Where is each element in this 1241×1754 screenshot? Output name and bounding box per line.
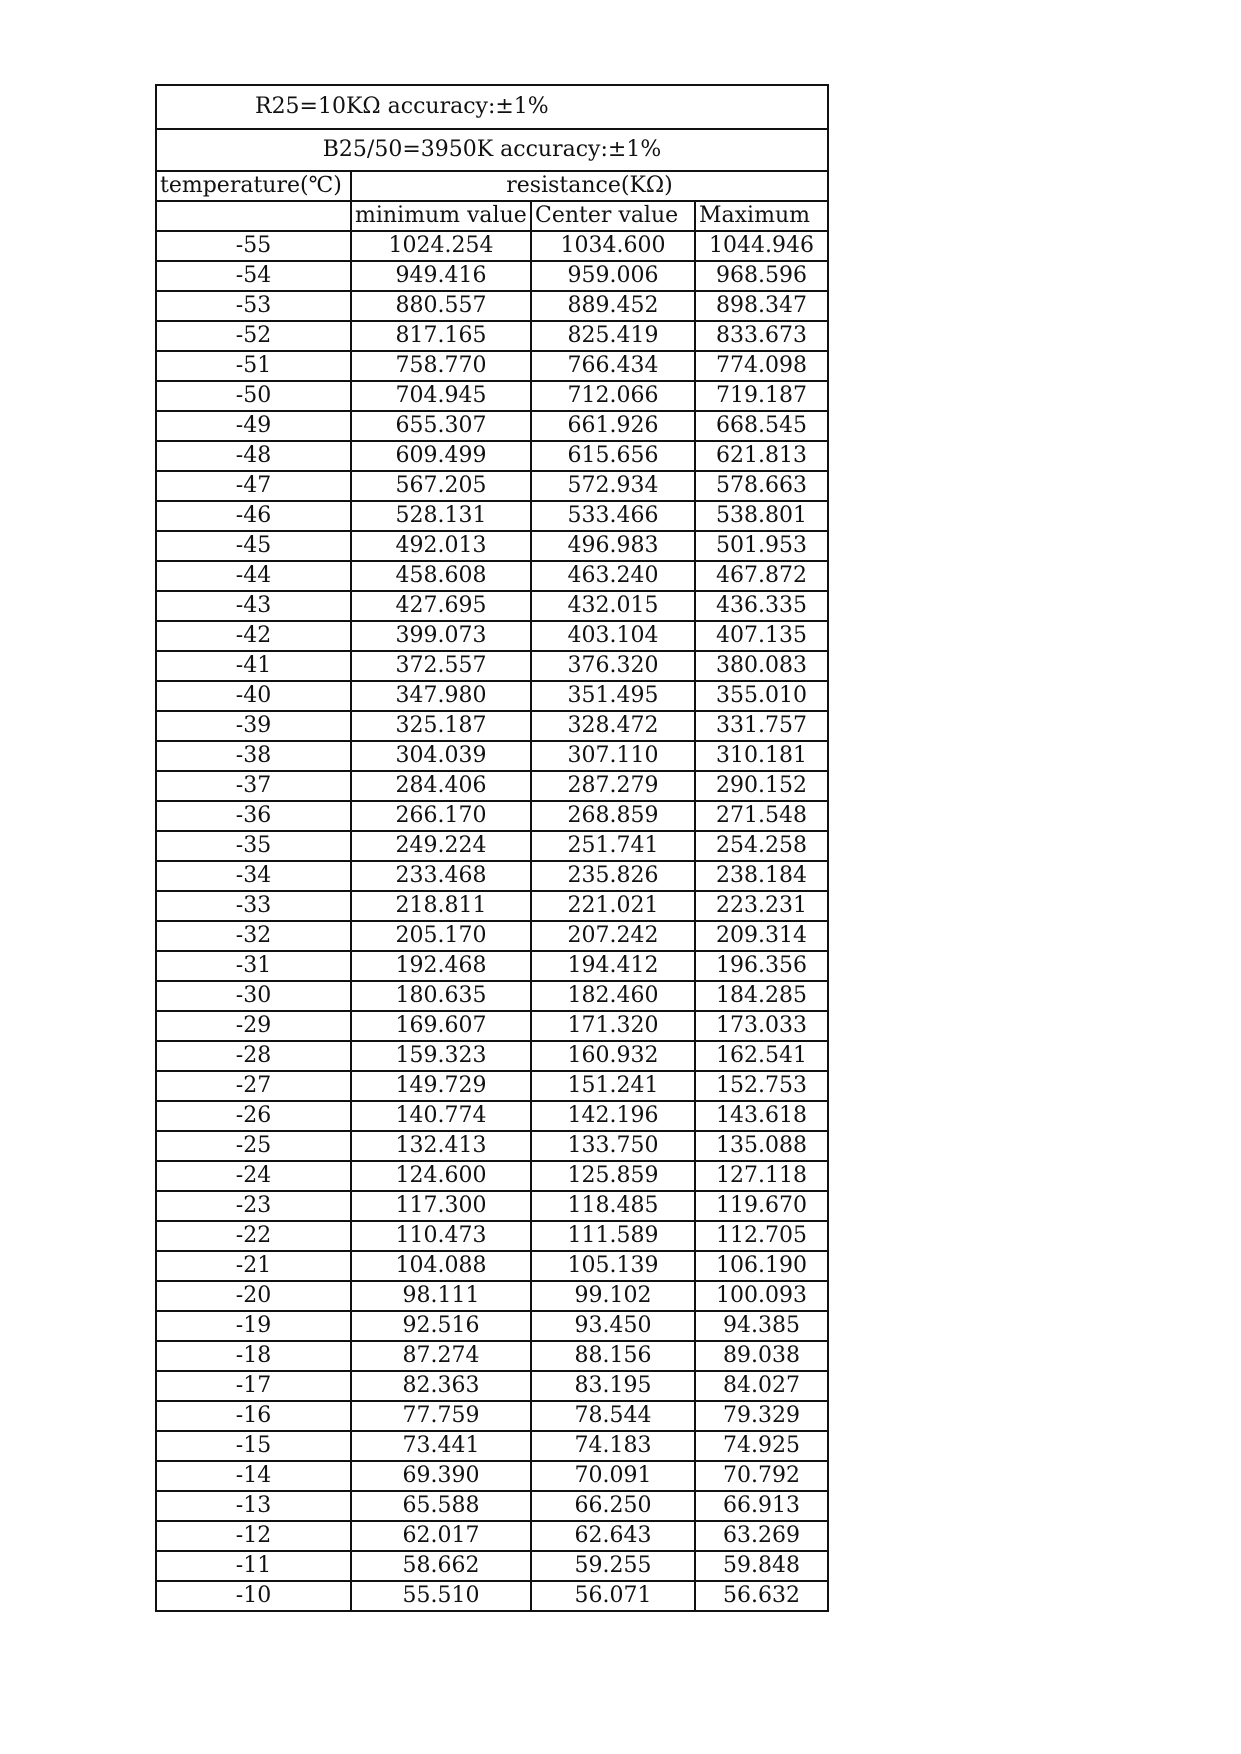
minimum-value-cell: 132.413 [351, 1131, 531, 1161]
table-row [156, 1281, 828, 1311]
temperature-cell: -24 [156, 1161, 351, 1191]
center-value-cell: 1034.600 [531, 231, 695, 261]
table-row [156, 1191, 828, 1221]
maximum-cell: 63.269 [695, 1521, 828, 1551]
maximum-cell: 94.385 [695, 1311, 828, 1341]
maximum-cell: 271.548 [695, 801, 828, 831]
temperature-cell: -25 [156, 1131, 351, 1161]
minimum-value-cell: 609.499 [351, 441, 531, 471]
center-value-cell: 825.419 [531, 321, 695, 351]
minimum-value-cell: 55.510 [351, 1581, 531, 1611]
table-row [156, 591, 828, 621]
maximum-cell: 143.618 [695, 1101, 828, 1131]
minimum-value-cell: 110.473 [351, 1221, 531, 1251]
table-row [156, 1251, 828, 1281]
table-row [156, 1131, 828, 1161]
maximum-cell: 968.596 [695, 261, 828, 291]
maximum-cell: 196.356 [695, 951, 828, 981]
center-value-cell: 59.255 [531, 1551, 695, 1581]
center-value-cell: 182.460 [531, 981, 695, 1011]
maximum-cell: 84.027 [695, 1371, 828, 1401]
minimum-value-cell: 233.468 [351, 861, 531, 891]
maximum-cell: 173.033 [695, 1011, 828, 1041]
center-value-cell: 105.139 [531, 1251, 695, 1281]
spec-row-r25 [156, 85, 828, 129]
temperature-cell: -35 [156, 831, 351, 861]
temperature-cell: -28 [156, 1041, 351, 1071]
minimum-value-cell: 58.662 [351, 1551, 531, 1581]
table-row [156, 1401, 828, 1431]
r25-spec: R25=10KΩ accuracy:±1% [156, 85, 828, 129]
minimum-value-cell: 62.017 [351, 1521, 531, 1551]
temperature-cell: -34 [156, 861, 351, 891]
minimum-value-cell: 117.300 [351, 1191, 531, 1221]
table-row [156, 891, 828, 921]
table-row [156, 1551, 828, 1581]
maximum-cell: 100.093 [695, 1281, 828, 1311]
table-row [156, 831, 828, 861]
temperature-cell: -48 [156, 441, 351, 471]
table-row [156, 1521, 828, 1551]
temperature-cell: -10 [156, 1581, 351, 1611]
maximum-cell: 79.329 [695, 1401, 828, 1431]
table-row [156, 1581, 828, 1611]
temperature-cell: -43 [156, 591, 351, 621]
table-row [156, 921, 828, 951]
table-row [156, 1161, 828, 1191]
temperature-cell: -37 [156, 771, 351, 801]
minimum-value-cell: 82.363 [351, 1371, 531, 1401]
center-value-cell: 307.110 [531, 741, 695, 771]
maximum-cell: 501.953 [695, 531, 828, 561]
maximum-cell: 59.848 [695, 1551, 828, 1581]
table-row [156, 981, 828, 1011]
table-row [156, 411, 828, 441]
maximum-cell: 152.753 [695, 1071, 828, 1101]
center-value-cell: 959.006 [531, 261, 695, 291]
minimum-value-cell: 180.635 [351, 981, 531, 1011]
maximum-cell: 74.925 [695, 1431, 828, 1461]
minimum-value-cell: 249.224 [351, 831, 531, 861]
center-value-cell: 142.196 [531, 1101, 695, 1131]
maximum-cell: 254.258 [695, 831, 828, 861]
center-value-cell: 74.183 [531, 1431, 695, 1461]
maximum-cell: 719.187 [695, 381, 828, 411]
temperature-cell: -16 [156, 1401, 351, 1431]
temperature-cell: -39 [156, 711, 351, 741]
minimum-value-cell: 704.945 [351, 381, 531, 411]
table-row [156, 1431, 828, 1461]
center-value-cell: 463.240 [531, 561, 695, 591]
temperature-cell: -38 [156, 741, 351, 771]
table-row [156, 321, 828, 351]
minimum-value-cell: 77.759 [351, 1401, 531, 1431]
temperature-cell: -55 [156, 231, 351, 261]
center-value-cell: 351.495 [531, 681, 695, 711]
table-row [156, 951, 828, 981]
minimum-value-cell: 192.468 [351, 951, 531, 981]
center-value-cell: 376.320 [531, 651, 695, 681]
temperature-cell: -12 [156, 1521, 351, 1551]
table-row [156, 381, 828, 411]
center-value-cell: 268.859 [531, 801, 695, 831]
minimum-value-header: minimum value [351, 201, 531, 231]
center-value-cell: 151.241 [531, 1071, 695, 1101]
table-row [156, 1311, 828, 1341]
center-value-cell: 78.544 [531, 1401, 695, 1431]
maximum-cell: 162.541 [695, 1041, 828, 1071]
minimum-value-cell: 140.774 [351, 1101, 531, 1131]
b-value-spec: B25/50=3950K accuracy:±1% [156, 129, 828, 171]
temperature-cell: -50 [156, 381, 351, 411]
center-value-cell: 328.472 [531, 711, 695, 741]
maximum-cell: 119.670 [695, 1191, 828, 1221]
minimum-value-cell: 817.165 [351, 321, 531, 351]
table-row [156, 1071, 828, 1101]
table-row [156, 1341, 828, 1371]
maximum-cell: 668.545 [695, 411, 828, 441]
maximum-cell: 380.083 [695, 651, 828, 681]
maximum-cell: 89.038 [695, 1341, 828, 1371]
center-value-cell: 118.485 [531, 1191, 695, 1221]
minimum-value-cell: 399.073 [351, 621, 531, 651]
temperature-cell: -31 [156, 951, 351, 981]
table-row [156, 471, 828, 501]
temperature-header: temperature(℃) [156, 171, 351, 201]
temperature-cell: -29 [156, 1011, 351, 1041]
table-row [156, 861, 828, 891]
maximum-cell: 184.285 [695, 981, 828, 1011]
temperature-cell: -20 [156, 1281, 351, 1311]
maximum-cell: 310.181 [695, 741, 828, 771]
maximum-cell: 66.913 [695, 1491, 828, 1521]
center-value-header: Center value [531, 201, 695, 231]
table-row [156, 711, 828, 741]
minimum-value-cell: 492.013 [351, 531, 531, 561]
minimum-value-cell: 758.770 [351, 351, 531, 381]
minimum-value-cell: 372.557 [351, 651, 531, 681]
minimum-value-cell: 124.600 [351, 1161, 531, 1191]
maximum-cell: 209.314 [695, 921, 828, 951]
maximum-cell: 127.118 [695, 1161, 828, 1191]
center-value-cell: 111.589 [531, 1221, 695, 1251]
center-value-cell: 766.434 [531, 351, 695, 381]
maximum-cell: 355.010 [695, 681, 828, 711]
center-value-cell: 533.466 [531, 501, 695, 531]
maximum-cell: 898.347 [695, 291, 828, 321]
temperature-cell: -30 [156, 981, 351, 1011]
table-row [156, 681, 828, 711]
center-value-cell: 88.156 [531, 1341, 695, 1371]
minimum-value-cell: 69.390 [351, 1461, 531, 1491]
center-value-cell: 221.021 [531, 891, 695, 921]
maximum-cell: 621.813 [695, 441, 828, 471]
maximum-cell: 833.673 [695, 321, 828, 351]
table-row [156, 1371, 828, 1401]
minimum-value-cell: 880.557 [351, 291, 531, 321]
temperature-cell: -21 [156, 1251, 351, 1281]
center-value-cell: 70.091 [531, 1461, 695, 1491]
center-value-cell: 99.102 [531, 1281, 695, 1311]
center-value-cell: 125.859 [531, 1161, 695, 1191]
maximum-cell: 774.098 [695, 351, 828, 381]
resistance-table [155, 84, 829, 1612]
minimum-value-cell: 284.406 [351, 771, 531, 801]
minimum-value-cell: 98.111 [351, 1281, 531, 1311]
header-row [156, 171, 828, 201]
minimum-value-cell: 304.039 [351, 741, 531, 771]
table-row [156, 291, 828, 321]
maximum-cell: 223.231 [695, 891, 828, 921]
temperature-subheader-cell [156, 201, 351, 231]
maximum-cell: 407.135 [695, 621, 828, 651]
center-value-cell: 287.279 [531, 771, 695, 801]
minimum-value-cell: 205.170 [351, 921, 531, 951]
table-row [156, 651, 828, 681]
center-value-cell: 133.750 [531, 1131, 695, 1161]
table-row [156, 1221, 828, 1251]
minimum-value-cell: 325.187 [351, 711, 531, 741]
maximum-cell: 106.190 [695, 1251, 828, 1281]
table-row [156, 1491, 828, 1521]
maximum-cell: 436.335 [695, 591, 828, 621]
temperature-cell: -13 [156, 1491, 351, 1521]
center-value-cell: 712.066 [531, 381, 695, 411]
table-row [156, 621, 828, 651]
minimum-value-cell: 347.980 [351, 681, 531, 711]
temperature-cell: -22 [156, 1221, 351, 1251]
center-value-cell: 615.656 [531, 441, 695, 471]
table-row [156, 801, 828, 831]
temperature-cell: -33 [156, 891, 351, 921]
temperature-cell: -18 [156, 1341, 351, 1371]
minimum-value-cell: 218.811 [351, 891, 531, 921]
temperature-cell: -15 [156, 1431, 351, 1461]
center-value-cell: 572.934 [531, 471, 695, 501]
center-value-cell: 83.195 [531, 1371, 695, 1401]
temperature-cell: -46 [156, 501, 351, 531]
minimum-value-cell: 87.274 [351, 1341, 531, 1371]
minimum-value-cell: 73.441 [351, 1431, 531, 1461]
maximum-cell: 238.184 [695, 861, 828, 891]
temperature-cell: -23 [156, 1191, 351, 1221]
minimum-value-cell: 458.608 [351, 561, 531, 591]
minimum-value-cell: 92.516 [351, 1311, 531, 1341]
temperature-cell: -36 [156, 801, 351, 831]
center-value-cell: 160.932 [531, 1041, 695, 1071]
temperature-cell: -19 [156, 1311, 351, 1341]
temperature-cell: -52 [156, 321, 351, 351]
temperature-cell: -49 [156, 411, 351, 441]
center-value-cell: 496.983 [531, 531, 695, 561]
center-value-cell: 66.250 [531, 1491, 695, 1521]
maximum-cell: 135.088 [695, 1131, 828, 1161]
table-row [156, 771, 828, 801]
maximum-cell: 578.663 [695, 471, 828, 501]
maximum-cell: 70.792 [695, 1461, 828, 1491]
minimum-value-cell: 149.729 [351, 1071, 531, 1101]
table-row [156, 1101, 828, 1131]
table-row [156, 441, 828, 471]
center-value-cell: 251.741 [531, 831, 695, 861]
maximum-cell: 467.872 [695, 561, 828, 591]
maximum-cell: 290.152 [695, 771, 828, 801]
temperature-cell: -51 [156, 351, 351, 381]
table-row [156, 531, 828, 561]
maximum-cell: 1044.946 [695, 231, 828, 261]
minimum-value-cell: 567.205 [351, 471, 531, 501]
table-row [156, 351, 828, 381]
minimum-value-cell: 65.588 [351, 1491, 531, 1521]
maximum-header: Maximum [695, 201, 828, 231]
center-value-cell: 171.320 [531, 1011, 695, 1041]
minimum-value-cell: 169.607 [351, 1011, 531, 1041]
minimum-value-cell: 266.170 [351, 801, 531, 831]
table-row [156, 741, 828, 771]
center-value-cell: 661.926 [531, 411, 695, 441]
temperature-cell: -11 [156, 1551, 351, 1581]
maximum-cell: 331.757 [695, 711, 828, 741]
temperature-cell: -27 [156, 1071, 351, 1101]
temperature-cell: -17 [156, 1371, 351, 1401]
table-row [156, 561, 828, 591]
temperature-cell: -14 [156, 1461, 351, 1491]
minimum-value-cell: 655.307 [351, 411, 531, 441]
minimum-value-cell: 949.416 [351, 261, 531, 291]
minimum-value-cell: 427.695 [351, 591, 531, 621]
table-row [156, 1011, 828, 1041]
temperature-cell: -40 [156, 681, 351, 711]
table-row [156, 501, 828, 531]
temperature-cell: -53 [156, 291, 351, 321]
spec-row-b-value [156, 129, 828, 171]
table-row [156, 1461, 828, 1491]
center-value-cell: 93.450 [531, 1311, 695, 1341]
table-row [156, 231, 828, 261]
temperature-cell: -45 [156, 531, 351, 561]
center-value-cell: 207.242 [531, 921, 695, 951]
center-value-cell: 194.412 [531, 951, 695, 981]
maximum-cell: 538.801 [695, 501, 828, 531]
maximum-cell: 112.705 [695, 1221, 828, 1251]
temperature-cell: -42 [156, 621, 351, 651]
center-value-cell: 62.643 [531, 1521, 695, 1551]
minimum-value-cell: 528.131 [351, 501, 531, 531]
maximum-cell: 56.632 [695, 1581, 828, 1611]
resistance-header: resistance(KΩ) [351, 171, 828, 201]
center-value-cell: 235.826 [531, 861, 695, 891]
table-row [156, 1041, 828, 1071]
temperature-cell: -54 [156, 261, 351, 291]
minimum-value-cell: 104.088 [351, 1251, 531, 1281]
center-value-cell: 403.104 [531, 621, 695, 651]
center-value-cell: 432.015 [531, 591, 695, 621]
table-row [156, 261, 828, 291]
center-value-cell: 56.071 [531, 1581, 695, 1611]
subheader-row [156, 201, 828, 231]
center-value-cell: 889.452 [531, 291, 695, 321]
temperature-cell: -47 [156, 471, 351, 501]
temperature-cell: -26 [156, 1101, 351, 1131]
temperature-cell: -44 [156, 561, 351, 591]
temperature-cell: -41 [156, 651, 351, 681]
minimum-value-cell: 1024.254 [351, 231, 531, 261]
minimum-value-cell: 159.323 [351, 1041, 531, 1071]
temperature-cell: -32 [156, 921, 351, 951]
